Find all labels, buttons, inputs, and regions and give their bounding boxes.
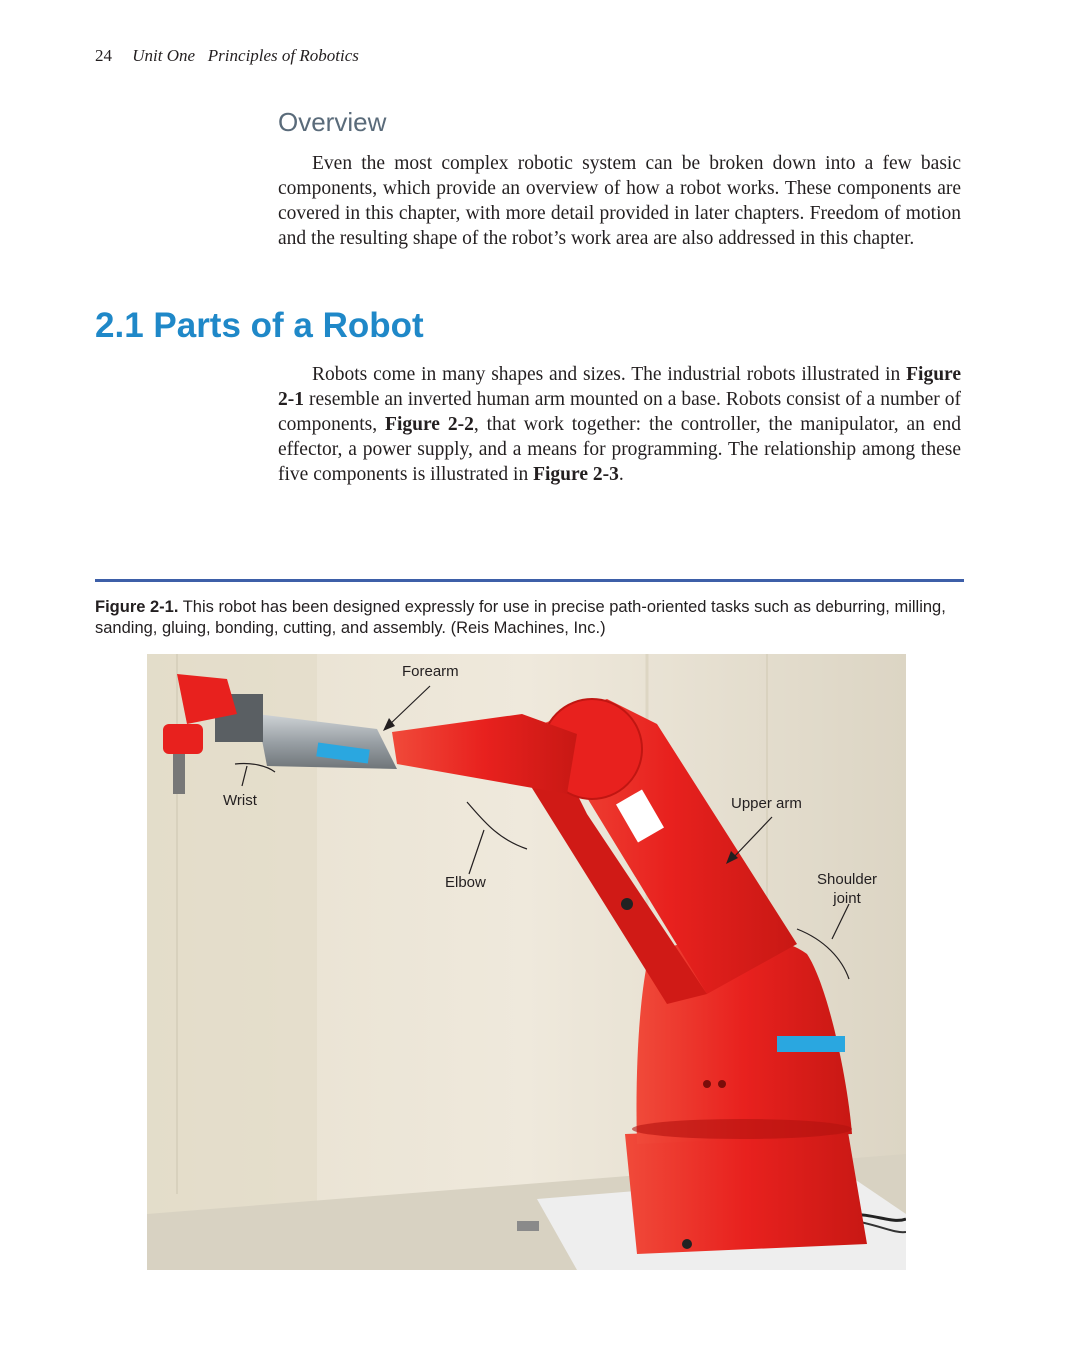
- paragraph-text: resemble an inverted human arm mounted on a base. Robots consist of a number of components,: [278, 389, 961, 435]
- paragraph-text: Robots come in many shapes and sizes. The industrial robots illustrated in: [312, 364, 907, 385]
- paragraph-text: , that work together: the controller, the manipulator, an end effector, a power supply, and a means for programming. The relationship among these five components is illustrated in: [278, 414, 961, 485]
- figure-rule: [95, 579, 964, 582]
- figure-reference[interactable]: Figure 2-1: [278, 364, 961, 410]
- label-wrist: Wrist: [223, 792, 257, 809]
- section-heading: 2.1 Parts of a Robot: [95, 306, 424, 345]
- figure-reference[interactable]: Figure 2-2: [385, 414, 474, 435]
- overview-paragraph-block: [278, 151, 961, 251]
- page-number: 24: [95, 46, 112, 65]
- label-shoulder-line: Shoulder: [817, 871, 878, 888]
- section-paragraph-block: [278, 362, 961, 487]
- label-shoulder-joint: [817, 870, 877, 908]
- robot-illustration: [147, 654, 906, 1270]
- running-title: Unit One Principles of Robotics: [132, 46, 359, 65]
- paragraph-text: .: [618, 464, 624, 485]
- label-forearm: Forearm: [402, 663, 459, 680]
- running-head: [95, 46, 359, 66]
- overview-paragraph: Even the most complex robotic system can be broken down into a few basic components, which provide an overview of how a robot works. These components are covered in this chapter, with more detail provided in later chapters. Freedom of motion and the resulting shape of the robot’s work area are also addressed in this chapter.: [278, 153, 961, 249]
- caption-text: This robot has been designed expressly for use in precise path-oriented tasks such as deburring, milling, sanding, gluing, bonding, cutting, and assembly. (Reis Machines, Inc.): [95, 598, 946, 637]
- caption-label: Figure 2-1.: [95, 598, 179, 616]
- label-upper-arm: Upper arm: [731, 795, 802, 812]
- overview-heading: Overview: [278, 107, 387, 137]
- figure-reference[interactable]: Figure 2-3: [533, 464, 619, 485]
- robot-photo: [147, 654, 906, 1270]
- label-joint-line: joint: [833, 890, 861, 907]
- label-elbow: Elbow: [445, 874, 486, 891]
- section-paragraph: [278, 362, 961, 487]
- figure-caption: [95, 597, 965, 639]
- robot-base: [625, 1126, 867, 1254]
